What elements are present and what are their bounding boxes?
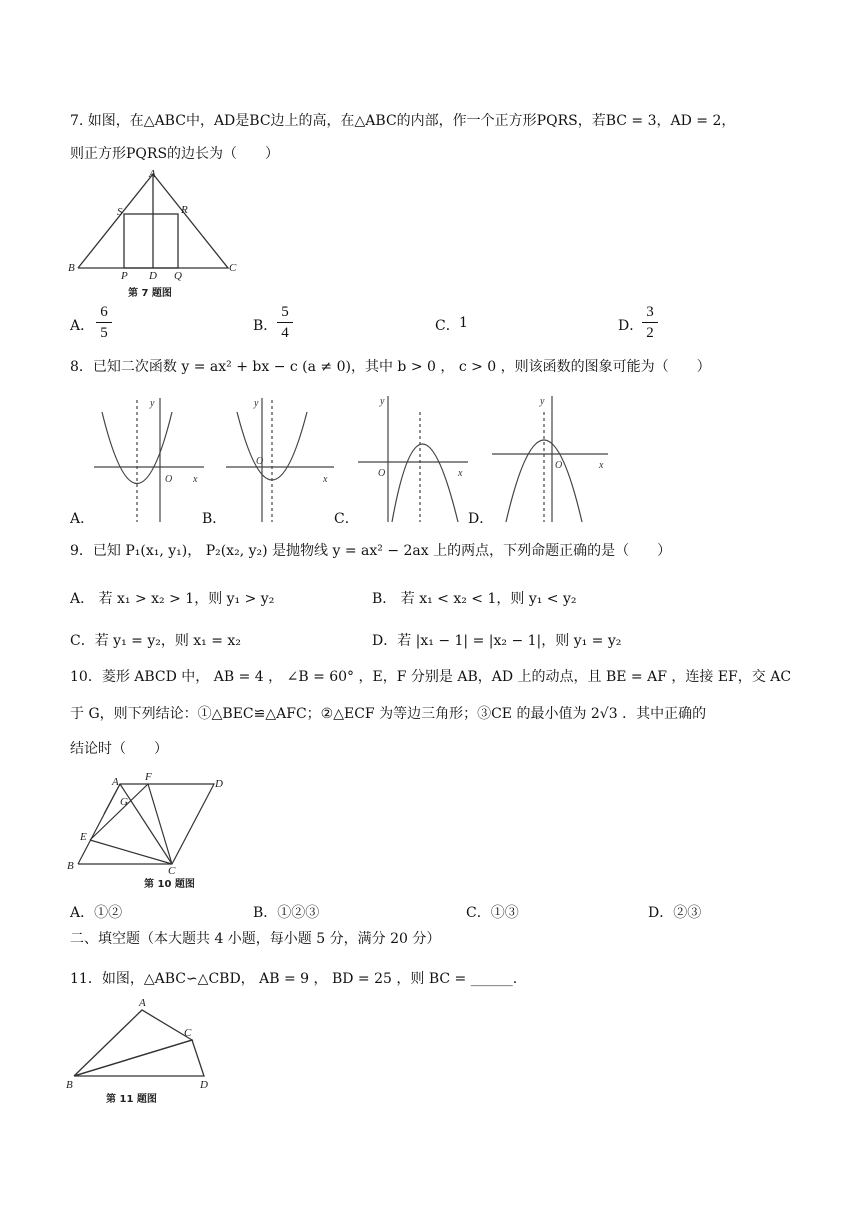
q7-option-b-numerator: 5	[281, 304, 289, 320]
q8-d-y-label: y	[540, 396, 545, 407]
q10-stem-line3: 结论时（ ）	[70, 741, 168, 757]
q8-a-x-label: x	[193, 474, 198, 485]
q8-b-origin-label: O	[256, 456, 264, 467]
q7-label-S: S	[117, 206, 123, 218]
q8-a-origin-label: O	[165, 474, 173, 485]
q7-option-c-label: C．	[435, 318, 460, 334]
q7-label-A: A	[149, 168, 156, 180]
q8-b-x-label: x	[323, 474, 328, 485]
q11-label-B: B	[66, 1079, 73, 1091]
q7-stem-line1: 7. 如图，在△ABC中，AD是BC边上的高，在△ABC的内部，作一个正方形PQRS，若BC = 3，AD = 2，	[70, 113, 736, 129]
q10-stem-line2: 于 G，则下列结论：①△BEC≌△AFC；②△ECF 为等边三角形；③CE 的最小值为 2√3 ．其中正确的	[70, 706, 707, 722]
q8-b-y-label: y	[254, 398, 259, 409]
q10-label-C: C	[168, 865, 176, 877]
q8-option-d: D．	[468, 511, 494, 527]
q7-option-d-numerator: 3	[646, 304, 654, 320]
q7-option-a-denominator: 5	[100, 325, 108, 341]
q8-d-origin-label: O	[555, 460, 563, 471]
q7-option-c-value: 1	[459, 315, 468, 331]
q10-label-G: G	[120, 796, 128, 808]
q9-option-b: B． 若 x₁ < x₂ < 1，则 y₁ < y₂	[372, 591, 577, 607]
q7-option-b-denominator: 4	[281, 325, 289, 341]
q10-option-d: D．②③	[648, 905, 702, 921]
q8-a-y-label: y	[150, 398, 155, 409]
q10-stem-line1: 10．菱形 ABCD 中， AB = 4 ， ∠B = 60° ，E，F 分别是 AB，AD 上的动点，且 BE = AF ，连接 EF，交 AC	[70, 669, 792, 685]
q10-caption: 第 10 题图	[144, 879, 195, 890]
q7-caption: 第 7 题图	[128, 288, 172, 299]
q7-label-B: B	[68, 262, 75, 274]
q7-option-d-label: D．	[618, 318, 644, 334]
q8-graph-d	[490, 390, 612, 522]
q11-caption: 第 11 题图	[106, 1094, 157, 1105]
q10-label-B: B	[67, 860, 74, 872]
q7-option-b-label: B．	[253, 318, 278, 334]
q8-graph-b	[224, 390, 342, 522]
q8-c-y-label: y	[380, 396, 385, 407]
q8-option-c: C．	[334, 511, 359, 527]
q7-option-b-fraction	[277, 303, 293, 342]
q8-graph-a	[92, 390, 212, 522]
q7-label-Q: Q	[174, 270, 182, 282]
q8-graph-c	[356, 390, 474, 522]
q9-option-a: A． 若 x₁ > x₂ > 1，则 y₁ > y₂	[70, 591, 275, 607]
q10-label-D: D	[215, 778, 223, 790]
q11-label-C: C	[184, 1027, 192, 1039]
section2-title: 二、填空题（本大题共 4 小题，每小题 5 分，满分 20 分）	[70, 931, 441, 947]
q8-d-x-label: x	[599, 460, 604, 471]
q8-c-origin-label: O	[378, 468, 386, 479]
q7-option-d-fraction	[642, 303, 658, 342]
q8-c-x-label: x	[458, 468, 463, 479]
q11-stem: 11．如图，△ABC∽△CBD， AB = 9 ， BD = 25 ，则 BC = ______.	[70, 971, 518, 987]
q9-stem: 9．已知 P₁(x₁, y₁)， P₂(x₂, y₂) 是抛物线 y = ax² − 2ax 上的两点，下列命题正确的是（ ）	[70, 543, 672, 559]
q10-option-b: B．①②③	[253, 905, 320, 921]
q11-label-A: A	[139, 997, 146, 1009]
q7-label-D: D	[149, 270, 157, 282]
q7-label-C: C	[229, 262, 237, 274]
q7-option-a-fraction	[96, 303, 112, 342]
q8-stem: 8．已知二次函数 y = ax² + bx − c (a ≠ 0)，其中 b > 0 ， c > 0 ，则该函数的图象可能为（ ）	[70, 359, 711, 375]
q11-figure	[62, 996, 222, 1108]
q8-option-b: B．	[202, 511, 227, 527]
q7-option-a-numerator: 6	[100, 304, 108, 320]
q8-option-a: A．	[70, 511, 95, 527]
q9-option-d: D．若 |x₁ − 1| = |x₂ − 1|，则 y₁ = y₂	[372, 633, 622, 649]
q10-label-F: F	[145, 771, 152, 783]
q7-label-P: P	[121, 270, 128, 282]
q10-label-E: E	[80, 831, 87, 843]
q7-label-R: R	[181, 204, 188, 216]
q7-option-a-label: A．	[70, 318, 95, 334]
q10-figure	[64, 768, 234, 892]
q10-option-c: C．①③	[466, 905, 519, 921]
q11-label-D: D	[200, 1079, 208, 1091]
q10-option-a: A．①②	[70, 905, 123, 921]
q7-option-d-denominator: 2	[646, 325, 654, 341]
q7-stem-line2: 则正方形PQRS的边长为（ ）	[70, 146, 280, 162]
q9-option-c: C．若 y₁ = y₂，则 x₁ = x₂	[70, 633, 241, 649]
q7-figure	[66, 168, 246, 302]
q10-label-A: A	[112, 776, 119, 788]
